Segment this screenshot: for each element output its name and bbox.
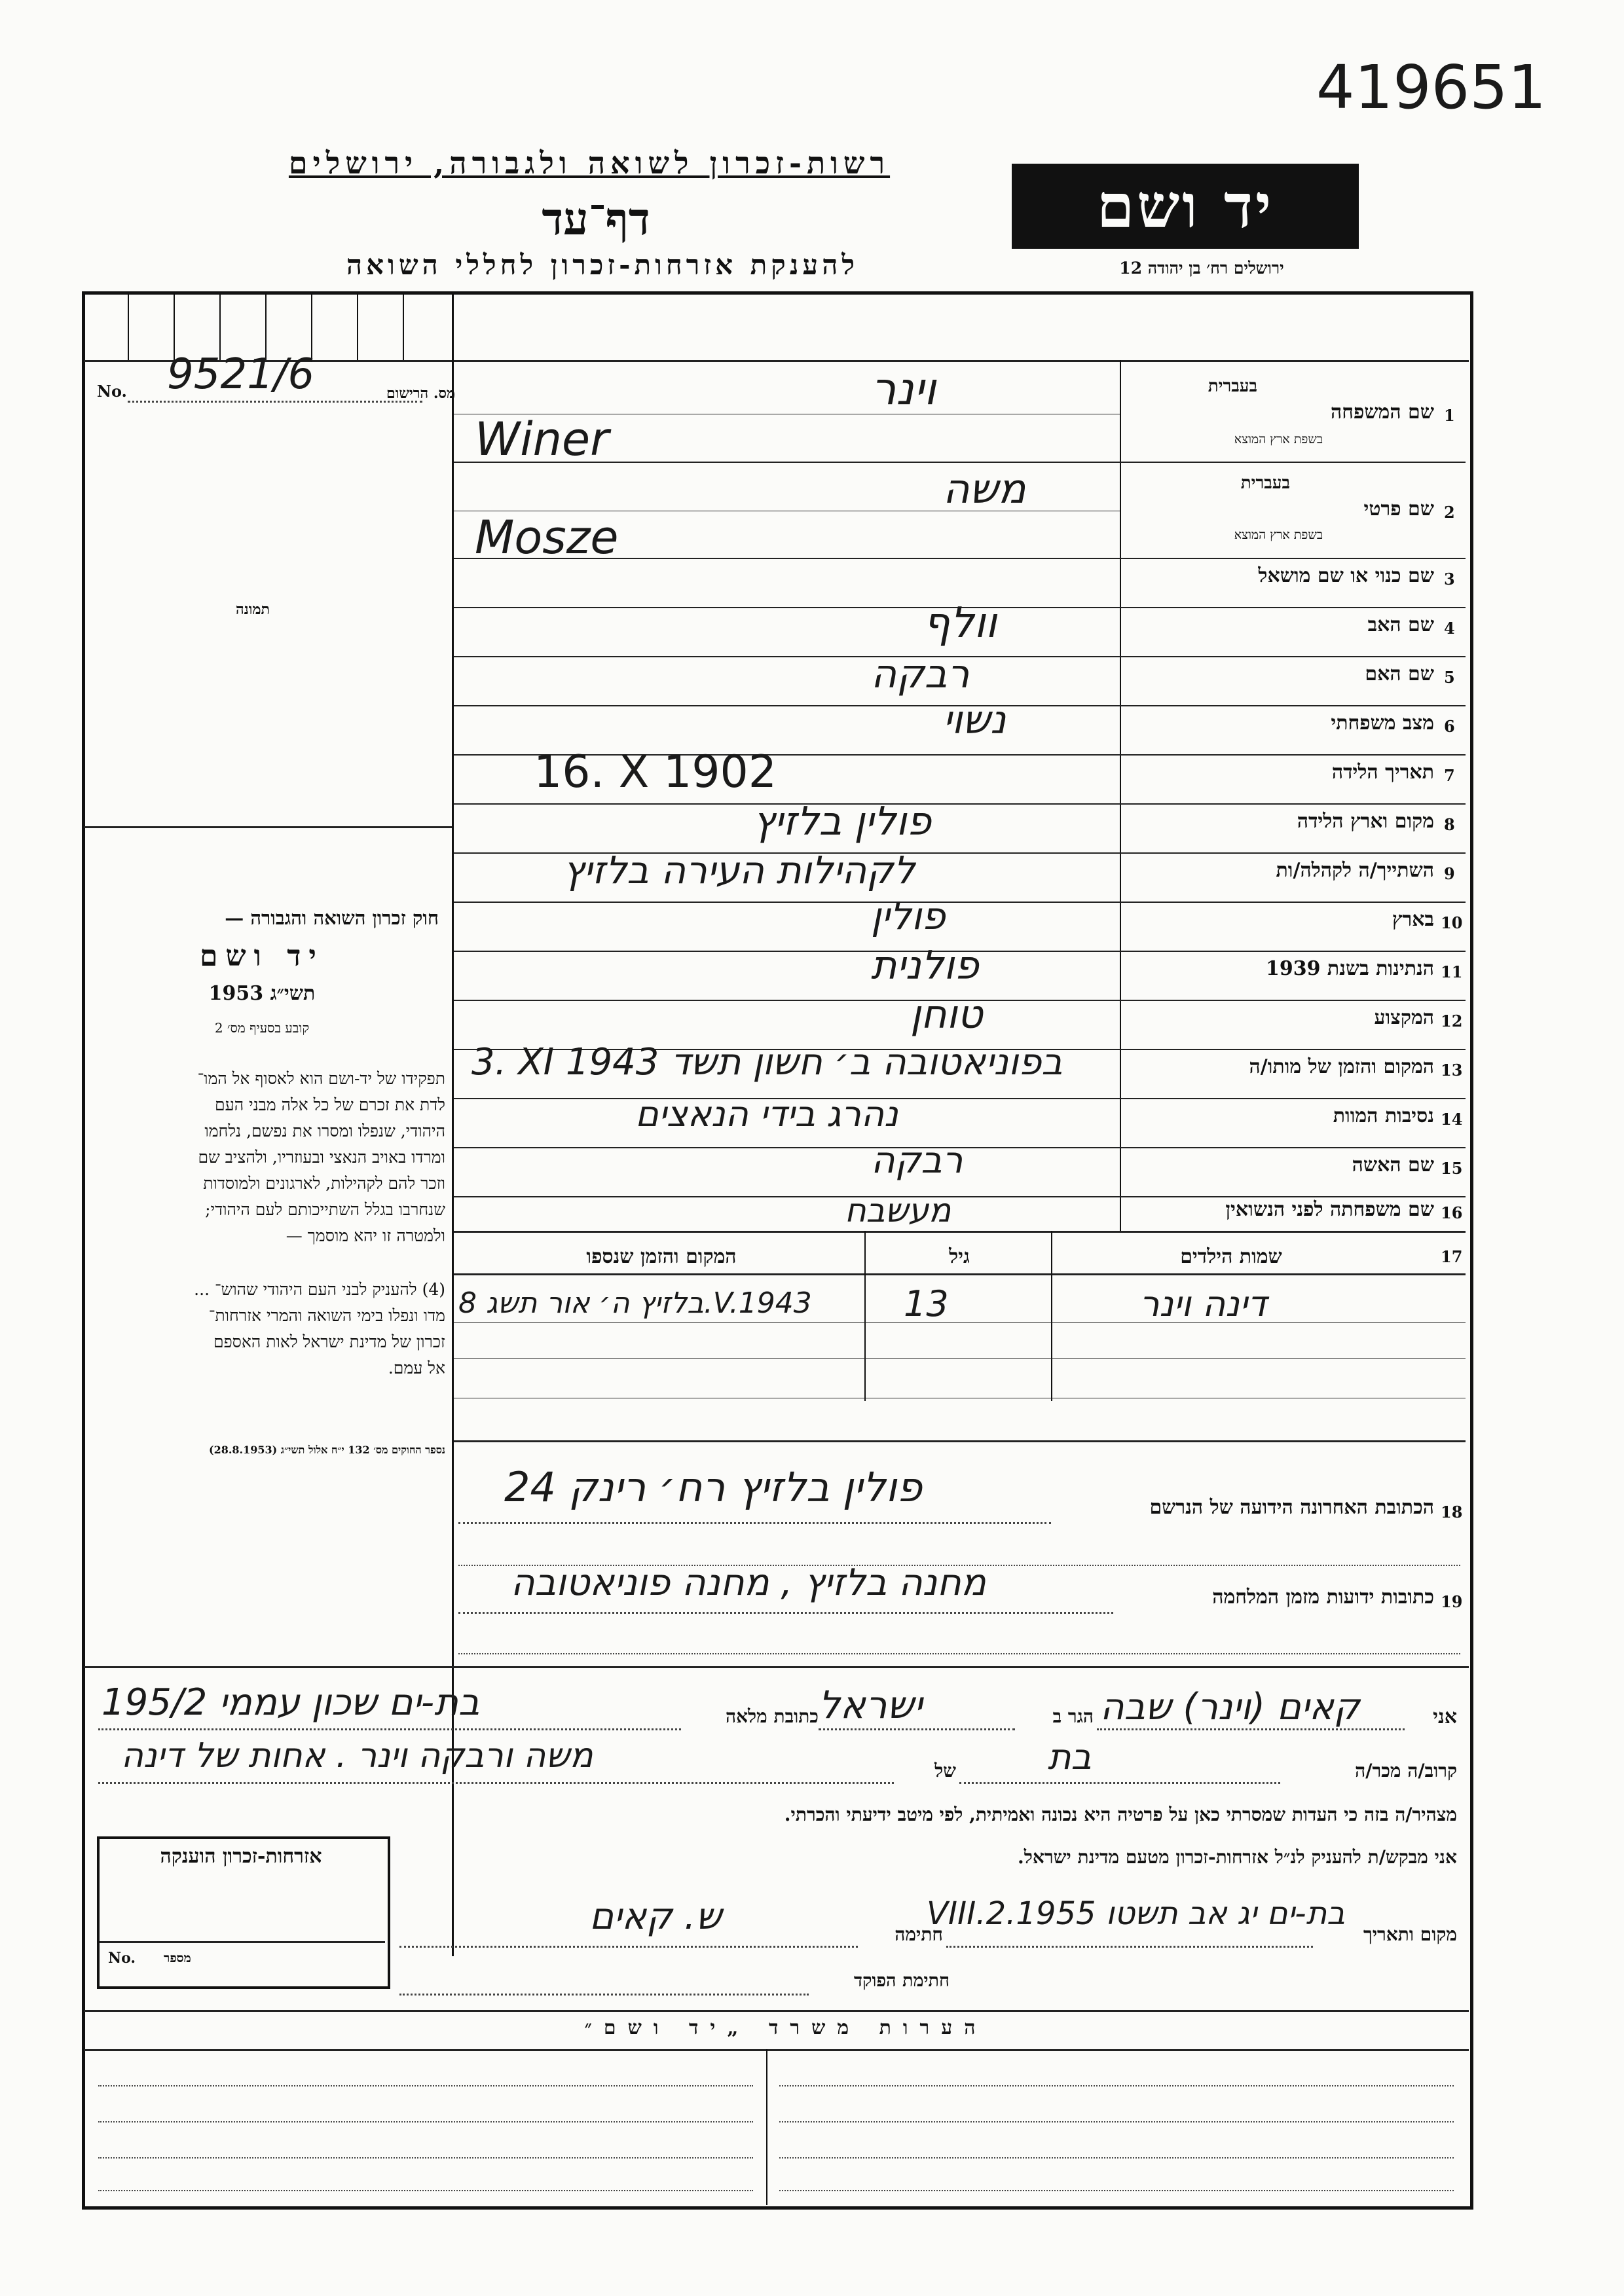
notes-title: הערות משרד „יד ושם״ <box>584 2016 987 2039</box>
declarant-name: קאים (וינר) שבה <box>1100 1686 1360 1728</box>
photo-label: תמונה <box>236 601 270 618</box>
yad-vashem-logo: יד ושם <box>1012 164 1359 249</box>
field-13-value: 3. XI 1943 בפוניאטובה ב׳ חשון תשד <box>471 1041 1063 1084</box>
children-col-names: שמות הילדים <box>1180 1245 1282 1268</box>
field-15-label: שם האשה <box>1352 1154 1434 1176</box>
wartime-num: 19 <box>1441 1592 1463 1611</box>
archive-number: 419651 <box>1316 52 1547 122</box>
wartime-value: מחנה בלזיץ , מחנה פוניאטובה <box>511 1561 986 1604</box>
declarant-resides-label: הגר ב <box>1052 1705 1094 1727</box>
law-text-3: היהודי, שנפלו ומסרו את נפשם, נלחמו <box>204 1121 445 1140</box>
declarant-of-whom: משה ורבקה וינר . אחות של דינה <box>121 1736 593 1776</box>
field-1-label: שם המשפחה <box>1330 401 1434 424</box>
field-9-label: השתייך/ה לקהלה/ות <box>1276 859 1434 882</box>
field-7-value: 16. X 1902 <box>534 746 777 798</box>
field-5-label: שם האם <box>1365 663 1434 685</box>
field-1-sub-hebrew: בעברית <box>1208 376 1257 396</box>
declarant-relative-label: קרוב/ה מכר/ה <box>1355 1760 1457 1781</box>
address-label: הכתובת האחרונה הידועה של הנרשם <box>1149 1496 1434 1519</box>
field-8-value: פולין בלזיץ <box>753 799 932 845</box>
request-text: אני מבקש/ת להעניק לנ״ל אזרחות-זכרון מטעם מדינת ישראל. <box>1018 1846 1457 1868</box>
signature-value: ש. קאים <box>589 1895 722 1938</box>
field-2-value-latin: Mosze <box>475 511 619 564</box>
field-4-label: שם האב <box>1367 613 1434 636</box>
form-title: דף־עד <box>542 193 650 246</box>
field-1-sub-origin: בשפת ארץ המוצא <box>1234 432 1323 446</box>
field-11-value: פולנית <box>871 943 979 989</box>
stamp-box-number-label: מספר <box>164 1951 191 1965</box>
signature-label: חתימה <box>895 1923 943 1945</box>
field-14-value: נהרג בידי הנאצים <box>635 1093 898 1135</box>
law-text-4: ומרדו באויב הנאצי ובעוזריו, ולהציב שם <box>198 1148 445 1167</box>
field-2-sub-origin: בשפת ארץ המוצא <box>1234 528 1323 542</box>
place-date-label: מקום ותאריך <box>1363 1923 1457 1945</box>
field-5-value: רבקה <box>871 651 970 697</box>
law-text-7: ולמטרה זו יהא מוסמך — <box>286 1226 445 1245</box>
field-6-value: נשוי <box>943 697 1006 743</box>
field-7-label: תאריך הלידה <box>1331 761 1434 784</box>
field-10-value: פולין <box>871 894 946 938</box>
wartime-label: כתובות ידועות מזמן המלחמה <box>1212 1586 1434 1609</box>
law-text-9: מדו ונפלו בימי השואה והמרי אזרחות־ <box>208 1306 445 1325</box>
declarant-ani: אני <box>1433 1705 1457 1728</box>
law-year: תשי״ג 1953 <box>208 982 316 1005</box>
address-value: פולין בלזיץ רח׳ רינק 24 <box>504 1463 923 1511</box>
authority-title: רשות-זכרון לשואה ולגבורה, ירושלים <box>288 145 891 181</box>
child-1-place: בלזיץ ה׳ אור תשג 8.V.1943 <box>458 1286 812 1320</box>
child-1-age: 13 <box>904 1283 949 1324</box>
child-1-name: דינה וינר <box>1139 1283 1267 1324</box>
field-4-value: וולף <box>923 599 997 647</box>
field-2-sub-hebrew: בעברית <box>1240 473 1290 493</box>
field-2-label: שם פרטי <box>1363 498 1434 520</box>
registration-label: מס. הרישום <box>386 385 456 402</box>
field-8-label: מקום וארץ הלידה <box>1297 810 1434 833</box>
field-12-value: טוחן <box>910 992 983 1038</box>
logo-address: ירושלים רח׳ בן יהודה 12 <box>1119 259 1284 278</box>
field-16-label: שם משפחתה לפני הנשואין <box>1225 1198 1434 1221</box>
law-text-5: וזכר להם לקהילות, לארגונים ולמוסדות <box>203 1174 445 1193</box>
law-footnote: נספר החוקים מס׳ 132 י״ח אלול תשי״ג (28.8.1953) <box>208 1444 445 1456</box>
field-10-label: בארץ <box>1392 908 1434 931</box>
stamp-box-no-label: No. <box>108 1950 136 1967</box>
declarant-of-label: של <box>934 1760 956 1781</box>
law-name: יד ושם <box>200 939 324 973</box>
law-clause: קובע בסעיף מס׳ 2 <box>214 1020 310 1036</box>
field-16-value: מעשבח <box>845 1192 951 1230</box>
field-1-value-latin: Winer <box>475 412 609 466</box>
field-11-label: הנתינות בשנת 1939 <box>1265 957 1434 980</box>
law-text-2: לדת את זכרם של כל אלה מבני העם <box>215 1095 445 1114</box>
children-num: 17 <box>1441 1247 1463 1266</box>
children-col-age: גיל <box>949 1245 970 1268</box>
officer-signature-label: חתימת הפוקד <box>854 1971 950 1991</box>
stamp-box-title: אזרחות-זכרון הוענקה <box>160 1845 322 1868</box>
declarant-relation: בת <box>1048 1736 1092 1777</box>
law-text-6: שנחרבו בגלל השתייכותם לעם היהודי; <box>205 1200 445 1219</box>
declarant-full-address-label: כתובת מלאה <box>725 1705 819 1727</box>
declaration-text: מצהיר/ה בזה כי העדות שמסרתי כאן על פרטיה היא נכונה ואמיתית, לפי מיטב ידיעתי והכרתי. <box>784 1804 1457 1825</box>
field-13-label: המקום והזמן של מותו/ה <box>1249 1055 1434 1078</box>
field-6-label: מצב משפחתי <box>1331 712 1434 735</box>
law-text-1: תפקידו של יד-ושם הוא לאסוף אל המו־ <box>197 1069 445 1088</box>
field-9-value: לקהילות העירה בלזיץ <box>563 848 915 892</box>
field-2-value: משה <box>943 465 1026 513</box>
field-14-label: נסיבות המוות <box>1333 1104 1434 1127</box>
children-col-place: המקום והזמן שנספו <box>586 1245 737 1268</box>
address-num: 18 <box>1441 1503 1463 1522</box>
field-1-value: וינר <box>871 363 936 415</box>
registration-number: 9521/6 <box>167 350 315 399</box>
law-text-10: זכרון של מדינת ישראל לאות האספם <box>213 1332 445 1351</box>
registration-no-label: No. <box>97 382 127 401</box>
form-subtitle: להענקת אזרחות-זכרון לחללי השואה <box>346 249 859 281</box>
declarant-address: בת-ים שכון עממי 195/2 <box>101 1681 480 1724</box>
declarant-city: ישראל <box>819 1683 923 1727</box>
law-heading: חוק זכרון השואה והגבורה — <box>225 907 439 929</box>
field-15-value: רבקה <box>871 1139 963 1182</box>
place-date-value: בת-ים יג אב תשטו 1955.VIII.2 <box>927 1895 1345 1932</box>
law-text-11: אל עמם. <box>388 1358 445 1377</box>
field-12-label: המקצוע <box>1374 1006 1434 1029</box>
field-3-label: שם כנוי או שם מושאל <box>1258 564 1434 587</box>
law-text-8: (4) להעניק לבני העם היהודי שהוש־ ... <box>194 1280 445 1299</box>
